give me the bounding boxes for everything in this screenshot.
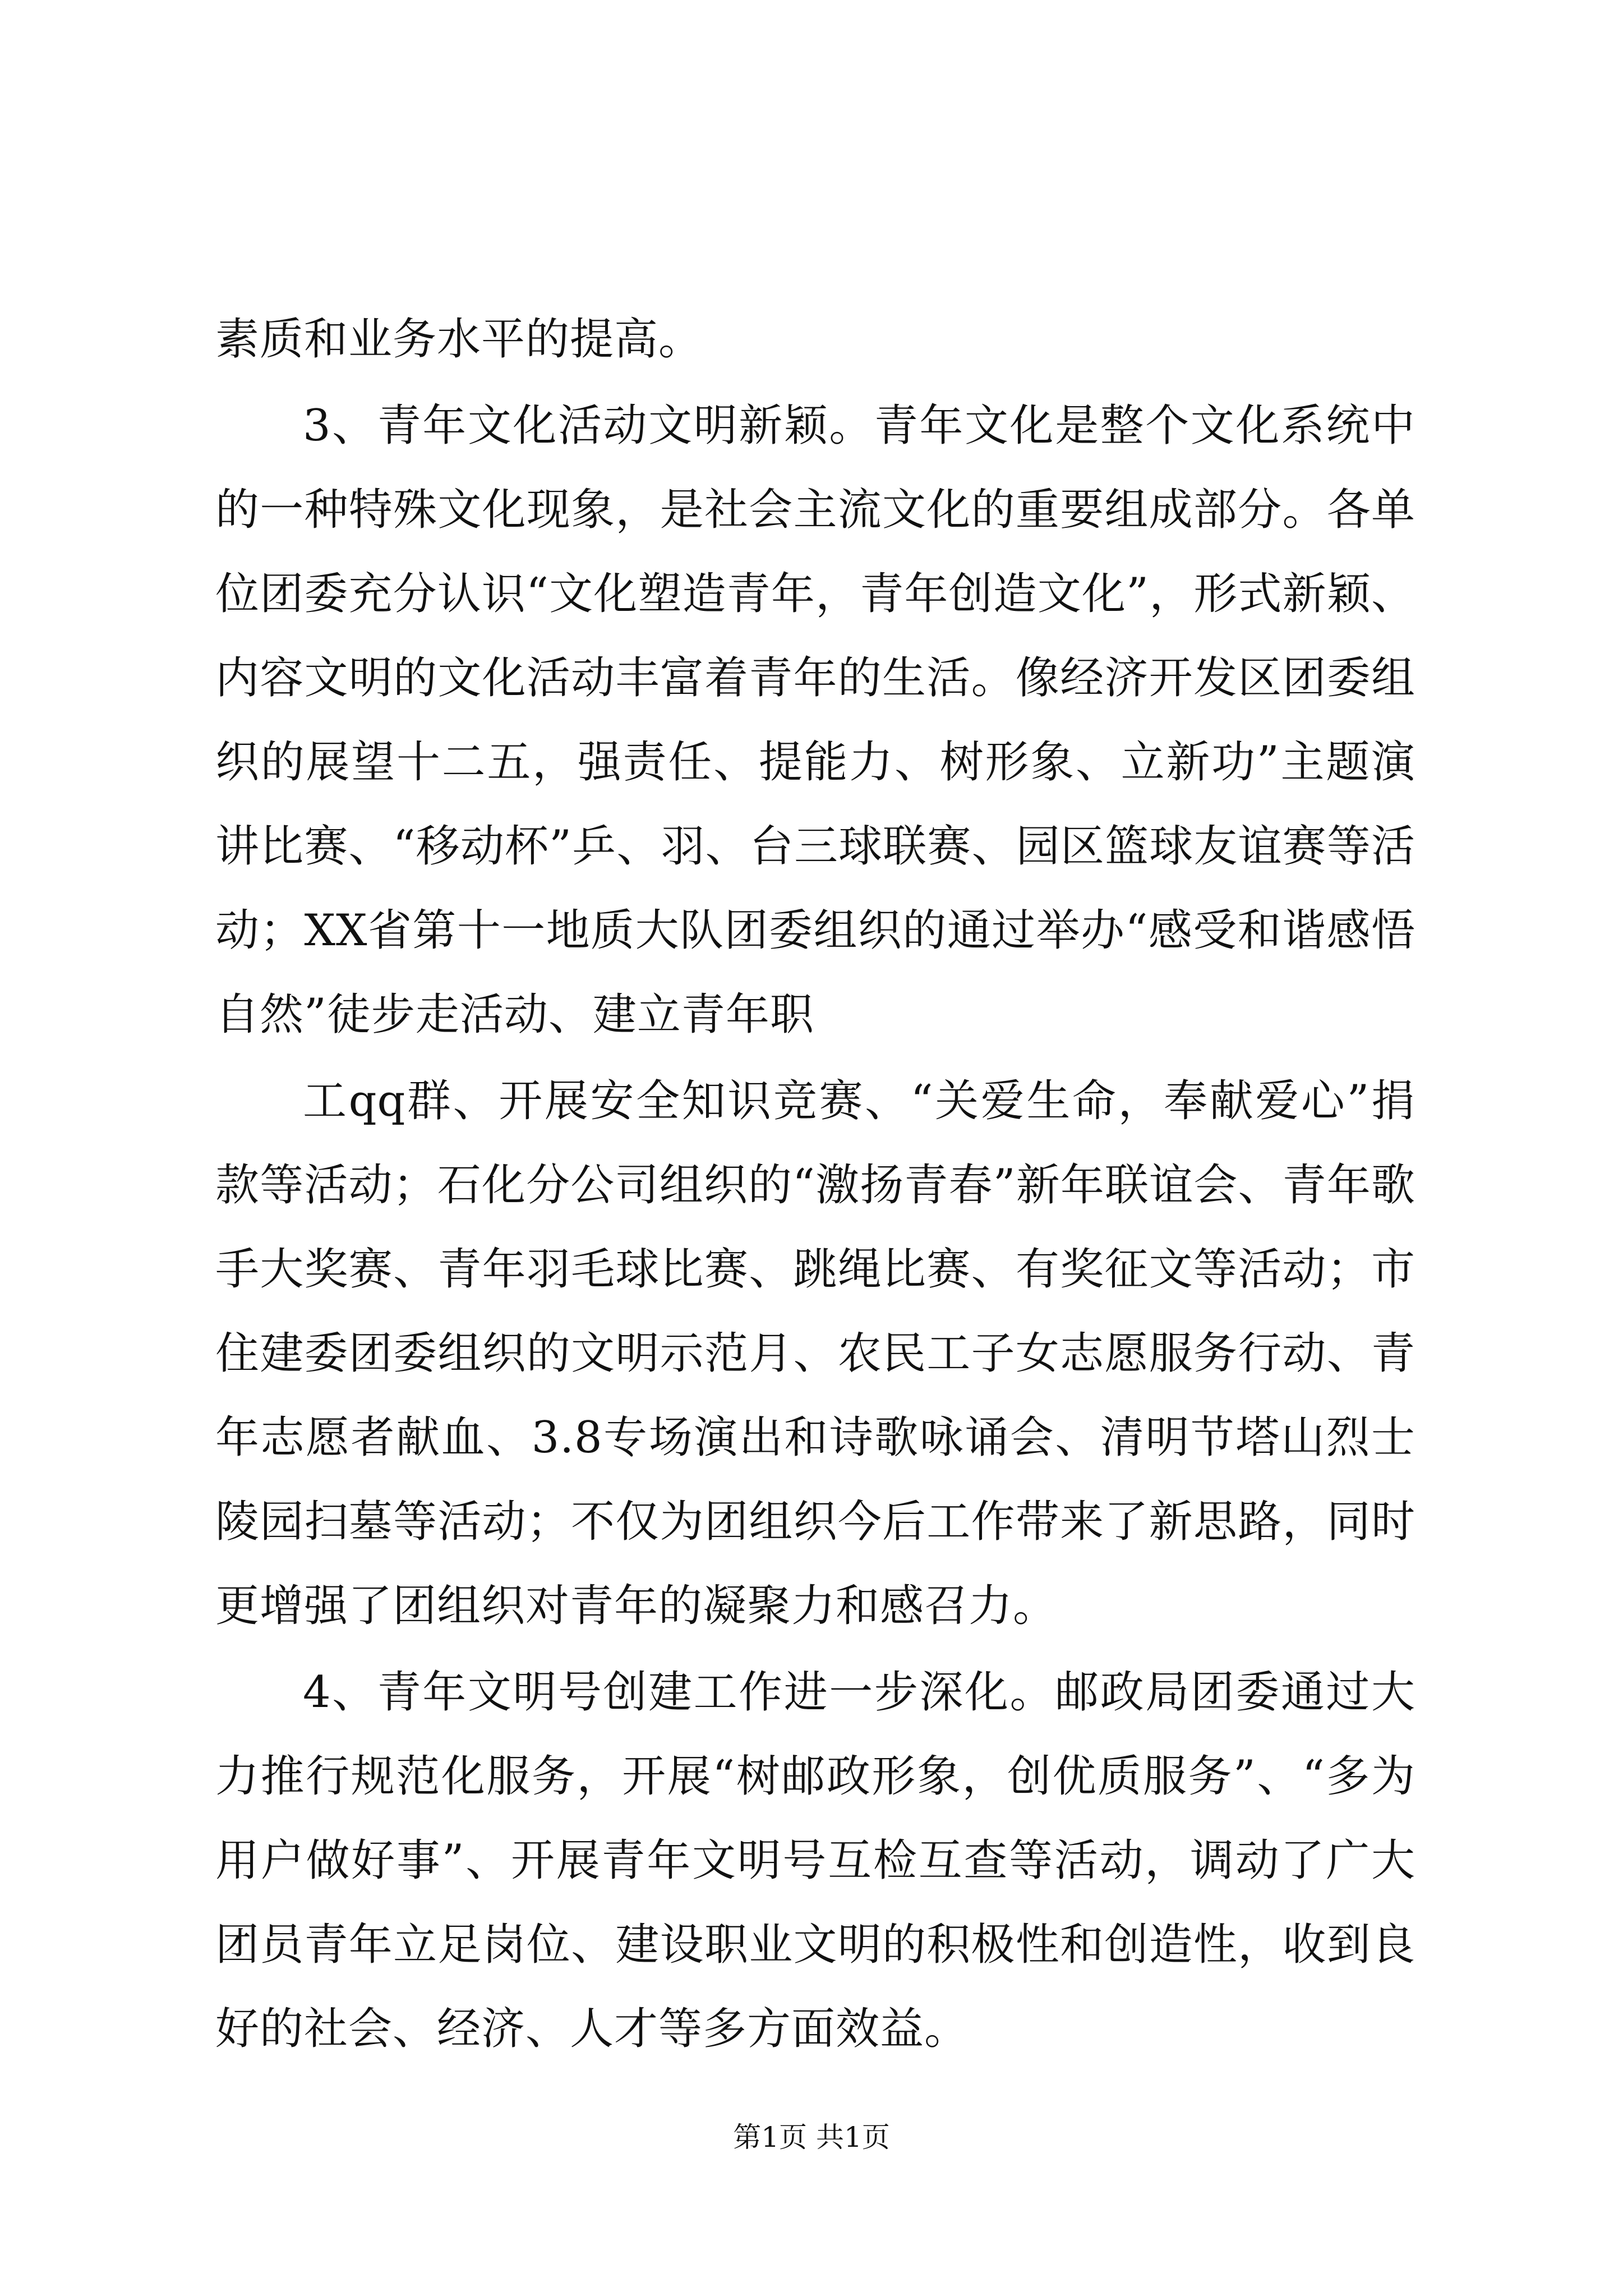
paragraph-item-4: 4、青年文明号创建工作进一步深化。邮政局团委通过大力推行规范化服务，开展“树邮政形象，创优质服务”、“多为用户做好事”、开展青年文明号互检互查等活动，调动了广大团员青年立足岗位、建设职业文明的积极性和创造性，收到良好的社会、经济、人才等多方面效益。 — [215, 1667, 1415, 2054]
page-number-footer: 第1页 共1页 — [733, 2121, 890, 2154]
paragraph-continuation: 素质和业务水平的提高。 — [215, 314, 703, 365]
paragraph-item-3: 3、青年文化活动文明新颖。青年文化是整个文化系统中的一种特殊文化现象，是社会主流文化的重要组成部分。各单位团委充分认识“文化塑造青年，青年创造文化”，形式新颖、内容文明的文化活动丰富着青年的生活。像经济开发区团委组织的展望十二五，强责任、提能力、树形象、立新功”主题演讲比赛、“移动杯”乒、羽、台三球联赛、园区篮球友谊赛等活动；XX省第十一地质大队团委组织的通过举办“感受和谐感悟自然”徒步走活动、建立青年职 — [215, 401, 1415, 1040]
document-body — [215, 297, 1415, 2073]
paragraph-item-3-continued: 工qq群、开展安全知识竞赛、“关爱生命，奉献爱心”捐款等活动；石化分公司组织的“激扬青春”新年联谊会、青年歌手大奖赛、青年羽毛球比赛、跳绳比赛、有奖征文等活动；市住建委团委组织的文明示范月、农民工子女志愿服务行动、青年志愿者献血、3.8专场演出和诗歌咏诵会、清明节塔山烈士陵园扫墓等活动；不仅为团组织今后工作带来了新思路，同时更增强了团组织对青年的凝聚力和感召力。 — [215, 1076, 1415, 1631]
